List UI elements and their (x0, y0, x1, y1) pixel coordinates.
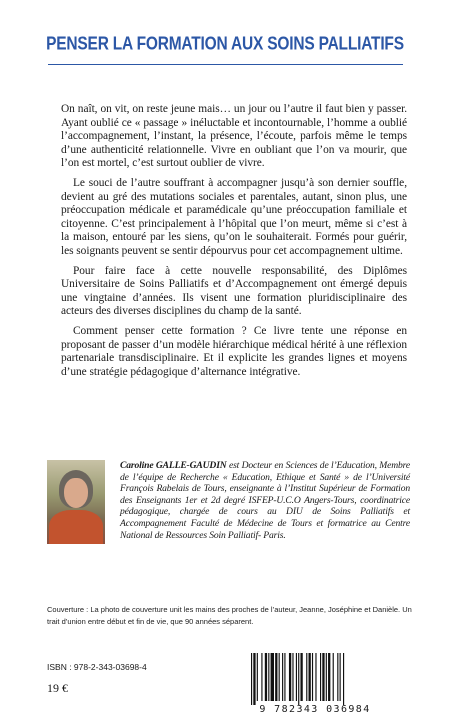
back-cover-text (61, 103, 407, 385)
barcode-bar (268, 653, 269, 701)
cover-credits: Couverture : La photo de couverture unit les mains des proches de l’auteur, Jeanne, Joséphine et Danièle. Un trait d’union entre début et fin de vie, que 90 années séparent. (47, 605, 412, 626)
barcode-bar (257, 653, 258, 701)
paragraph-4: Comment penser cette formation ? Ce livre tente une réponse en proposant de passer d’un modèle hiérarchique médical hérité à une réflexion partenariale transdisciplinaire. Et il explicite les grandes lignes et moyens d’une stratégie pédagogique d’alternance intégrative. (61, 324, 407, 378)
barcode-bar (326, 653, 327, 701)
barcode-bar (279, 653, 280, 701)
barcode-bar (265, 653, 267, 701)
barcode-bar (312, 653, 313, 701)
barcode-bar (275, 653, 277, 701)
page-title: PENSER LA FORMATION AUX SOINS PALLIATIFS (46, 34, 404, 55)
barcode-bar (340, 653, 341, 701)
barcode-bar (261, 653, 262, 701)
barcode-bar (271, 653, 274, 701)
author-photo (47, 460, 105, 544)
barcode-digits: 9 782343 036984 (259, 704, 371, 715)
paragraph-3: Pour faire face à cette nouvelle responsabilité, des Diplômes Universitaire de Soins Palliatifs et d’Accompagnement ont émergé depuis une vingtaine d’années. Ils visent une formation pluridisciplinaire des acteurs des diverses disciplines du champ de la santé. (61, 264, 407, 318)
barcode-bar (253, 653, 255, 705)
barcode-bar (328, 653, 330, 701)
barcode-bar (289, 653, 291, 701)
author-bio-text: est Docteur en Sciences de l’Education, Membre de l’équipe de Recherche « Education, Ethique et Santé » de l’Université François Rabelais de Tours, enseignante à l’Institut Supérieur de Formation des Enseignants 1er et 2d degré ISFEP-U.C.O Angers-Tours, coordinatrice pédagogique, chargée de cours au DIU de Soins Palliatifs et Accompagnement Faculté de Médecine de Tours et formatrice au Centre National de Ressources Soin Palliatif- Paris. (120, 460, 410, 541)
barcode-bar (251, 653, 252, 705)
barcode-bar (306, 653, 307, 701)
price: 19 € (47, 681, 68, 695)
barcode-bars (249, 653, 379, 705)
barcode-bar (298, 653, 299, 705)
photo-scarf (49, 510, 103, 544)
barcode-bar (296, 653, 297, 701)
barcode-bar (337, 653, 338, 701)
title-divider (48, 64, 403, 65)
paragraph-1: On naît, on vit, on reste jeune mais… un jour ou l’autre il faut bien y passer. Ayant oublié ce « passage » inéluctable et incontournable, l’homme a oublié l’accompagnement, l’instant, la présence, l’écoute, parfois même le temps d’une authenticité relationnelle. Vivre en oubliant que l’on va mourir, que l’on est mortel, c’est surtout oublier de vivre. (61, 103, 407, 170)
barcode-bar (343, 653, 344, 705)
barcode-bar (309, 653, 311, 701)
author-bio (120, 460, 410, 541)
barcode-bar (315, 653, 316, 701)
barcode-bar (300, 653, 302, 701)
paragraph-2: Le souci de l’autre souffrant à accompagner jusqu’à son dernier souffle, devient au gré des mutations sociales et parentales, autant, sinon plus, une préoccupation médicale et paramédicale qu’une préoccupation familiale et citoyenne. C’est principalement à l’hôpital que l’on meurt, même si c’est à la maison, entouré par les siens, qu’on le souhaiterait. Formés pour guérir, les soignants peuvent se sentir dépourvus pour cet accompagnement ultime. (61, 176, 407, 257)
barcode-bar (282, 653, 283, 701)
barcode-bar (322, 653, 324, 701)
barcode-bar (320, 653, 321, 701)
barcode (249, 653, 379, 705)
author-name: Caroline GALLE-GAUDIN (120, 460, 227, 471)
photo-face (64, 478, 88, 508)
barcode-bar (333, 653, 334, 701)
isbn: ISBN : 978-2-343-03698-4 (47, 662, 147, 672)
barcode-bar (284, 653, 285, 701)
barcode-bar (292, 653, 293, 701)
